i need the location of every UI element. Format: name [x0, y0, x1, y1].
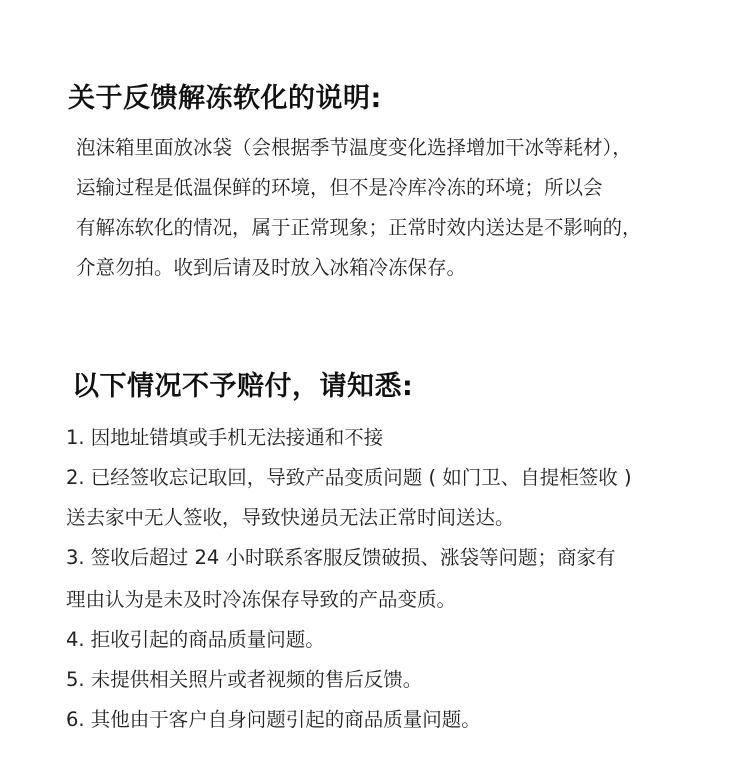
no-compensation-item-2: 2. 已经签收忘记取回，导致产品变质问题 ( 如门卫、自提柜签收 ): [66, 466, 632, 489]
no-compensation-item-3-cont: 理由认为是未及时冷冻保存导致的产品变质。: [66, 588, 457, 611]
no-compensation-item-6: 6. 其他由于客户自身问题引起的商品质量问题。: [66, 708, 481, 731]
no-compensation-item-5: 5. 未提供相关照片或者视频的售后反馈。: [66, 668, 423, 691]
thaw-notice-line-1: 泡沫箱里面放冰袋（会根据季节温度变化选择增加干冰等耗材），: [76, 136, 632, 159]
section-title-thaw-notice: 关于反馈解冻软化的说明:: [68, 83, 382, 114]
section-title-no-compensation: 以下情况不予赔付，请知悉:: [72, 371, 414, 402]
thaw-notice-line-3: 有解冻软化的情况，属于正常现象；正常时效内送达是不影响的，: [76, 216, 642, 239]
no-compensation-item-1: 1. 因地址错填或手机无法接通和不接: [66, 426, 384, 449]
thaw-notice-line-4: 介意勿拍。收到后请及时放入冰箱冷冻保存。: [76, 256, 467, 279]
thaw-notice-line-2: 运输过程是低温保鲜的环境，但不是冷库冷冻的环境；所以会: [76, 176, 603, 199]
no-compensation-item-4: 4. 拒收引起的商品质量问题。: [66, 628, 325, 651]
no-compensation-item-3: 3. 签收后超过 24 小时联系客服反馈破损、涨袋等问题；商家有: [66, 546, 616, 569]
no-compensation-item-2-cont: 送去家中无人签收，导致快递员无法正常时间送达。: [66, 506, 515, 529]
